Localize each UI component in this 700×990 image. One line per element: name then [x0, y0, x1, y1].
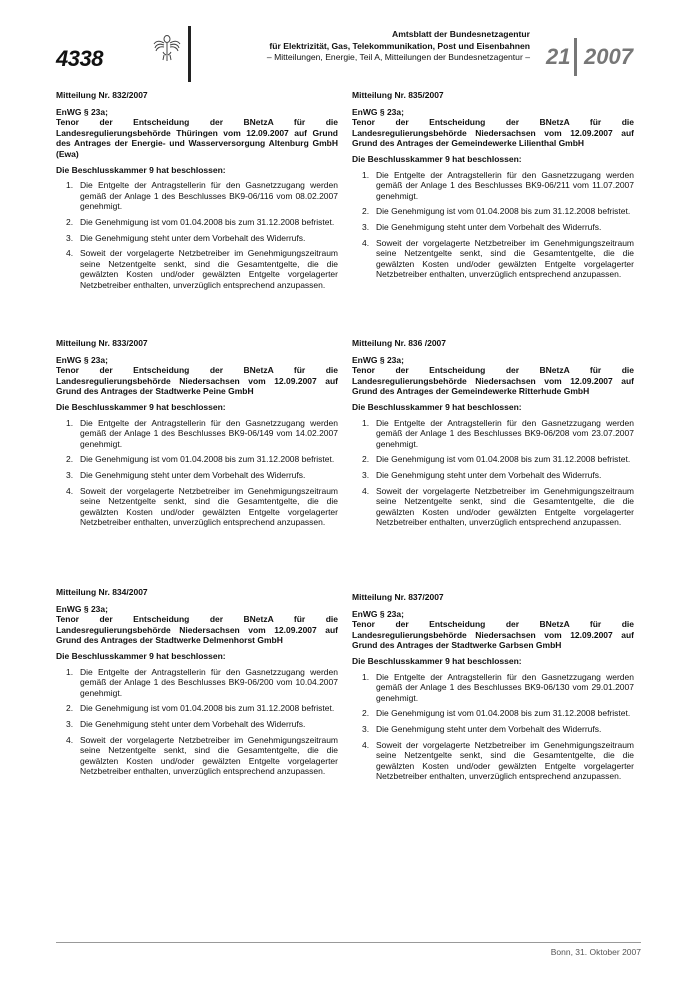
list-item: 2. Die Genehmigung ist vom 01.04.2008 bis zum 31.12.2008 befristet.	[66, 216, 335, 227]
list-item: 3. Die Genehmigung steht unter dem Vorbehalt des Widerrufs.	[66, 232, 306, 243]
list-item: 2. Die Genehmigung ist vom 01.04.2008 bis zum 31.12.2008 befristet.	[66, 454, 335, 465]
notice-law: EnWG § 23a;	[56, 603, 108, 614]
notice-chamber: Die Beschlusskammer 9 hat beschlossen:	[56, 164, 226, 175]
list-item: 1. Die Entgelte der Antragstellerin für den Gasnetzzugang werden gemäß der Anlage 1 des Beschlusses BK9-06/130 vom 29.01.2007 genehmigt.	[362, 671, 634, 703]
list-item: 1. Die Entgelte der Antragstellerin für den Gasnetzzugang werden gemäß der Anlage 1 des Beschlusses BK9-06/116 vom 08.02.2007 genehmigt.	[66, 180, 338, 212]
list-item: 2. Die Genehmigung ist vom 01.04.2008 bis zum 31.12.2008 befristet.	[362, 206, 631, 217]
list-item: 3. Die Genehmigung steht unter dem Vorbehalt des Widerrufs.	[362, 221, 602, 232]
list-item: 1. Die Entgelte der Antragstellerin für den Gasnetzzugang werden gemäß der Anlage 1 des Beschlusses BK9-06/200 vom 10.04.2007 genehmigt.	[66, 666, 338, 698]
footer-date: Bonn, 31. Oktober 2007	[550, 947, 641, 957]
notice-837	[352, 592, 634, 787]
notice-law: EnWG § 23a;	[352, 354, 404, 365]
list-item: 4. Soweit der vorgelagerte Netzbetreiber im Genehmigungszeitraum seine Netzentgelte senkt, sind die Gesamtentgelte, die die gewälzten Kosten und/oder gewälzten Entgelte vorgelagerter Netzbetreiber enthalten, unverzüglich entsprechend anzupassen.	[362, 739, 634, 782]
issue-year: 2007	[584, 44, 633, 69]
list-item: 4. Soweit der vorgelagerte Netzbetreiber im Genehmigungszeitraum seine Netzentgelte senkt, sind die Gesamtentgelte, die die gewälzten Kosten und/oder gewälzten Entgelte vorgelagerter Netzbetreiber enthalten, unverzüglich entsprechend anzupassen.	[66, 485, 338, 528]
notice-law: EnWG § 23a;	[56, 354, 108, 365]
logo-divider	[188, 26, 191, 82]
list-item: 4. Soweit der vorgelagerte Netzbetreiber im Genehmigungszeitraum seine Netzentgelte senkt, sind die Gesamtentgelte, die die gewälzten Kosten und/oder gewälzten Entgelte vorgelagerter Netzbetreiber enthalten, unverzüglich entsprechend anzupassen.	[66, 734, 338, 777]
notice-834	[56, 587, 338, 782]
notice-title: Mitteilung Nr. 834/2007	[56, 587, 148, 597]
decision-list	[352, 418, 634, 528]
issue-number: 21	[546, 44, 571, 69]
footer-rule	[56, 942, 641, 943]
notice-law: EnWG § 23a;	[352, 106, 404, 117]
list-item: 2. Die Genehmigung ist vom 01.04.2008 bis zum 31.12.2008 befristet.	[362, 708, 631, 719]
list-item: 1. Die Entgelte der Antragstellerin für den Gasnetzzugang werden gemäß der Anlage 1 des Beschlusses BK9-06/211 vom 11.07.2007 genehmigt.	[362, 169, 634, 201]
list-item: 3. Die Genehmigung steht unter dem Vorbehalt des Widerrufs.	[362, 469, 602, 480]
notice-chamber: Die Beschlusskammer 9 hat beschlossen:	[56, 650, 226, 661]
notice-title: Mitteilung Nr. 835/2007	[352, 90, 444, 100]
notice-chamber: Die Beschlusskammer 9 hat beschlossen:	[352, 401, 522, 412]
notice-tenor: Tenor der Entscheidung der BNetzA für die Landesregulierungsbehörde Thüringen vom 12.09.2007 auf Grund des Antrages der Energie- und Wasserversorgung Altenburg GmbH (Ewa)	[56, 117, 338, 159]
journal-section: – Mitteilungen, Energie, Teil A, Mitteilungen der Bundesnetzagentur –	[266, 52, 530, 62]
issue-divider	[574, 38, 577, 76]
list-item: 4. Soweit der vorgelagerte Netzbetreiber im Genehmigungszeitraum seine Netzentgelte senkt, sind die Gesamtentgelte, die die gewälzten Kosten und/oder gewälzten Entgelte vorgelagerter Netzbetreiber enthalten, unverzüglich entsprechend anzupassen.	[66, 248, 338, 290]
notice-title: Mitteilung Nr. 833/2007	[56, 338, 148, 348]
notice-836	[352, 338, 634, 533]
page-number: 4338	[56, 46, 103, 71]
notice-title: Mitteilung Nr. 836 /2007	[352, 338, 447, 348]
notice-tenor: Tenor der Entscheidung der BNetzA für die Landesregulierungsbehörde Niedersachsen vom 12.09.2007 auf Grund des Antrages der Stadtwerke Peine GmbH	[56, 365, 338, 397]
notice-title: Mitteilung Nr. 832/2007	[56, 90, 148, 100]
list-item: 1. Die Entgelte der Antragstellerin für den Gasnetzzugang werden gemäß der Anlage 1 des Beschlusses BK9-06/208 vom 23.07.2007 genehmigt.	[362, 417, 634, 449]
list-item: 4. Soweit der vorgelagerte Netzbetreiber im Genehmigungszeitraum seine Netzentgelte senkt, sind die Gesamtentgelte, die die gewälzten Kosten und/oder gewälzten Entgelte vorgelagerter Netzbetreiber enthalten, unverzüglich entsprechend anzupassen.	[362, 485, 634, 528]
list-item: 3. Die Genehmigung steht unter dem Vorbehalt des Widerrufs.	[66, 718, 306, 729]
list-item: 2. Die Genehmigung ist vom 01.04.2008 bis zum 31.12.2008 befristet.	[66, 703, 335, 714]
notice-law: EnWG § 23a;	[56, 106, 108, 117]
notice-law: EnWG § 23a;	[352, 608, 404, 619]
notice-tenor: Tenor der Entscheidung der BNetzA für die Landesregulierungsbehörde Niedersachsen vom 12.09.2007 auf Grund des Antrages der Gemeindewerke Lilienthal GmbH	[352, 117, 634, 149]
list-item: 1. Die Entgelte der Antragstellerin für den Gasnetzzugang werden gemäß der Anlage 1 des Beschlusses BK9-06/149 vom 14.02.2007 genehmigt.	[66, 417, 338, 449]
notice-835	[352, 90, 634, 285]
notice-chamber: Die Beschlusskammer 9 hat beschlossen:	[56, 401, 226, 412]
journal-header	[192, 29, 530, 64]
journal-title: Amtsblatt der Bundesnetzagentur	[392, 29, 530, 39]
list-item: 2. Die Genehmigung ist vom 01.04.2008 bis zum 31.12.2008 befristet.	[362, 454, 631, 465]
decision-list	[352, 672, 634, 782]
list-item: 3. Die Genehmigung steht unter dem Vorbehalt des Widerrufs.	[362, 723, 602, 734]
notice-832	[56, 90, 338, 296]
list-item: 4. Soweit der vorgelagerte Netzbetreiber im Genehmigungszeitraum seine Netzentgelte senkt, sind die Gesamtentgelte, die die gewälzten Kosten und/oder gewälzten Entgelte vorgelagerter Netzbetreiber enthalten, unverzüglich entsprechend anzupassen.	[362, 237, 634, 280]
decision-list	[56, 667, 338, 777]
notice-chamber: Die Beschlusskammer 9 hat beschlossen:	[352, 655, 522, 666]
federal-eagle-icon	[153, 30, 181, 62]
journal-subtitle: für Elektrizität, Gas, Telekommunikation, Post und Eisenbahnen	[269, 40, 530, 51]
notice-tenor: Tenor der Entscheidung der BNetzA für die Landesregulierungsbehörde Niedersachsen vom 12.09.2007 auf Grund des Antrages der Gemeindewerke Ritterhude GmbH	[352, 365, 634, 397]
notice-title: Mitteilung Nr. 837/2007	[352, 592, 444, 602]
notice-tenor: Tenor der Entscheidung der BNetzA für die Landesregulierungsbehörde Niedersachsen vom 12.09.2007 auf Grund des Antrages der Stadtwerke Delmenhorst GmbH	[56, 614, 338, 646]
decision-list	[352, 170, 634, 280]
decision-list	[56, 180, 338, 290]
notice-tenor: Tenor der Entscheidung der BNetzA für die Landesregulierungsbehörde Niedersachsen vom 12.09.2007 auf Grund des Antrages der Stadtwerke Garbsen GmbH	[352, 619, 634, 651]
notice-chamber: Die Beschlusskammer 9 hat beschlossen:	[352, 153, 522, 164]
decision-list	[56, 418, 338, 528]
notice-833	[56, 338, 338, 533]
list-item: 3. Die Genehmigung steht unter dem Vorbehalt des Widerrufs.	[66, 469, 306, 480]
